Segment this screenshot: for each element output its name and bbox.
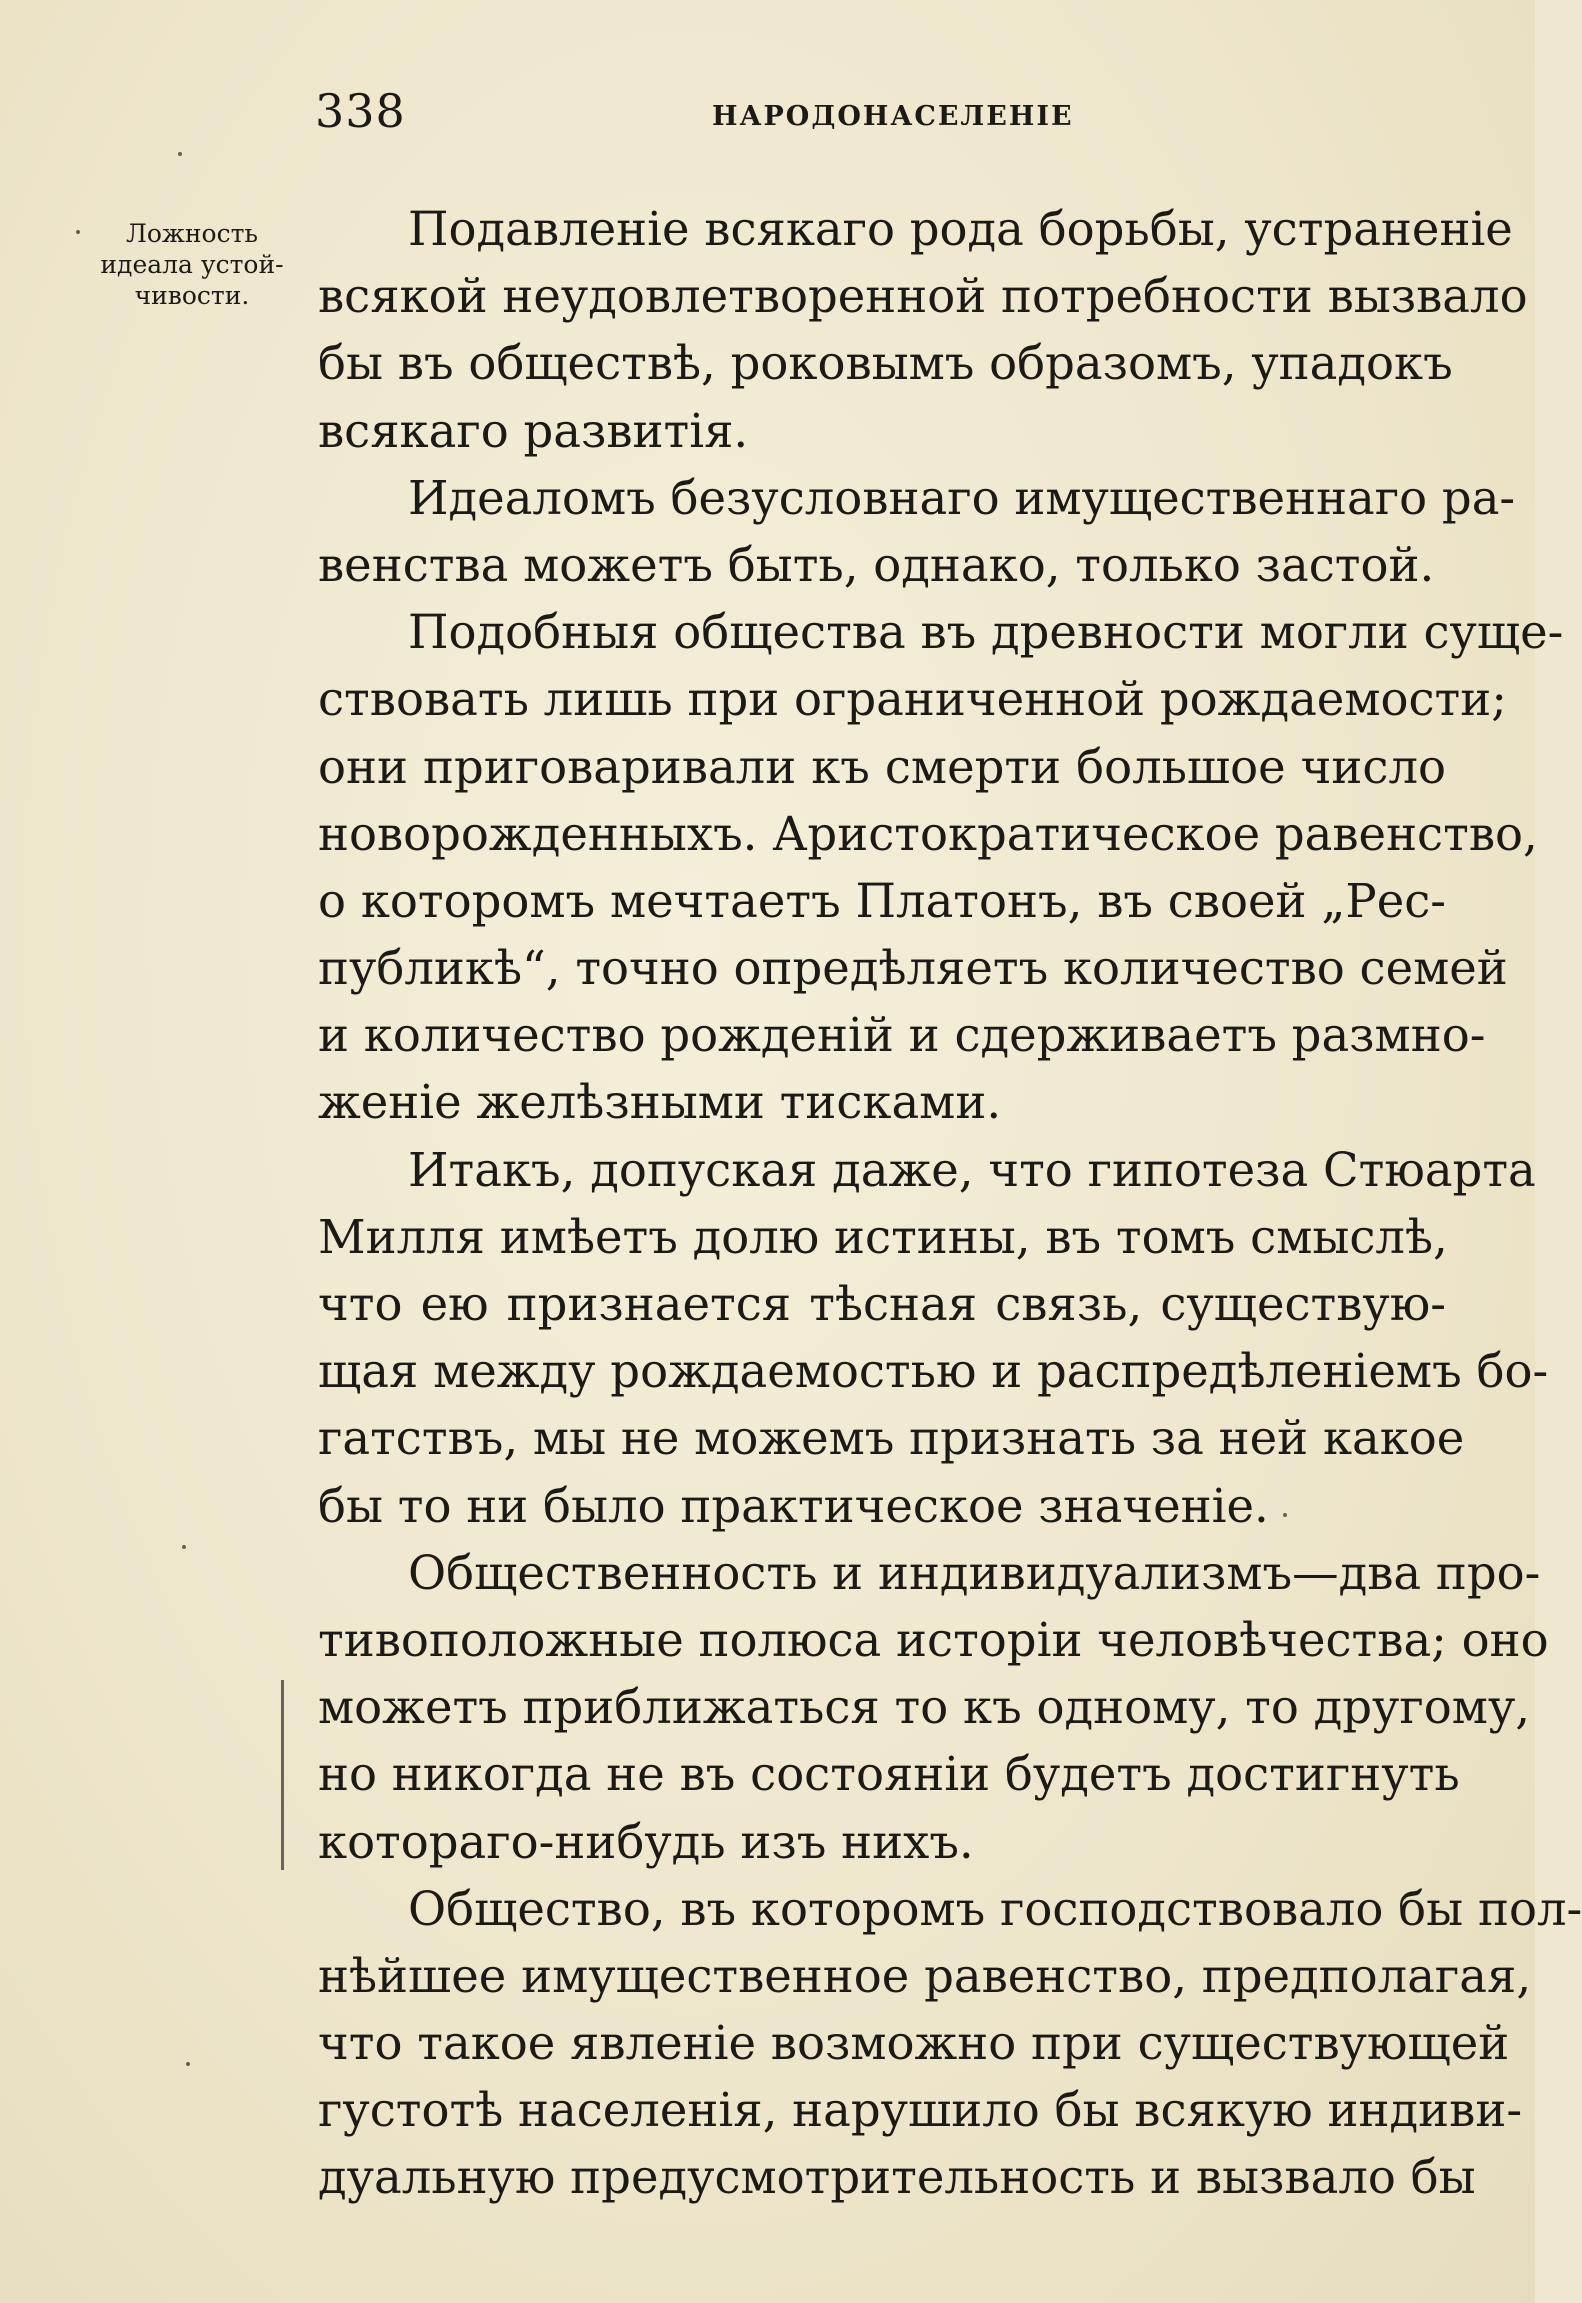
paper-speck — [1283, 1513, 1287, 1517]
text-line: бы то ни было практическое значеніе. — [318, 1478, 1269, 1533]
text-line: можетъ приближаться то къ одному, то другому, — [318, 1680, 1531, 1735]
text-line: о которомъ мечтаетъ Платонъ, въ своей „Рес- — [318, 873, 1446, 928]
text-line: Милля имѣетъ долю истины, въ томъ смыслѣ, — [318, 1209, 1448, 1264]
text-line: бы въ обществѣ, роковымъ образомъ, упадокъ — [318, 336, 1453, 391]
text-line: Итакъ, допуская даже, что гипотеза Стюарта — [408, 1142, 1536, 1197]
margin-rule — [281, 1680, 284, 1870]
margin-note-line: Ложность — [125, 219, 259, 248]
text-line: нѣйшее имущественное равенство, предполагая, — [318, 1948, 1532, 2003]
text-line: Общество, въ которомъ господствовало бы пол- — [408, 1881, 1582, 1936]
text-line: публикѣ“, точно опредѣляетъ количество семей — [318, 941, 1508, 996]
text-line: густотѣ населенія, нарушило бы всякую индиви- — [318, 2083, 1523, 2138]
text-line: но никогда не въ состояніи будетъ достигнуть — [318, 1747, 1460, 1802]
text-line: новорожденныхъ. Аристократическое равенство, — [318, 806, 1538, 861]
text-line: тивоположные полюса исторіи человѣчества; оно — [318, 1612, 1549, 1667]
text-line: котораго-нибудь изъ нихъ. — [318, 1814, 974, 1869]
text-line: и количество рожденій и сдерживаетъ размно- — [318, 1008, 1486, 1063]
paper-speck — [178, 152, 182, 156]
running-title: НАРОДОНАСЕЛЕНІЕ — [712, 101, 1074, 132]
text-line: дуальную предусмотрительность и вызвало бы — [318, 2150, 1476, 2205]
body-text — [318, 196, 1582, 2212]
text-line: что такое явленіе возможно при существующей — [318, 2016, 1510, 2071]
paper-speck — [76, 230, 80, 234]
text-line: Общественность и индивидуализмъ—два про- — [408, 1545, 1541, 1600]
text-line: что ею признается тѣсная связь, существую- — [318, 1277, 1446, 1331]
margin-note-line: чивости. — [134, 281, 250, 310]
text-line: женіе желѣзными тисками. — [318, 1075, 1002, 1130]
text-line: ствовать лишь при ограниченной рождаемости; — [318, 672, 1507, 727]
margin-note-line: идеала устой- — [100, 250, 284, 279]
margin-note — [72, 218, 312, 311]
text-line: Идеаломъ безусловнаго имущественнаго ра- — [408, 470, 1516, 525]
paper-speck — [182, 1545, 186, 1549]
text-line: они приговаривали къ смерти большое число — [318, 739, 1446, 794]
text-line: гатствъ, мы не можемъ признать за ней какое — [318, 1411, 1465, 1466]
page-number: 338 — [315, 84, 406, 138]
text-line: всякой неудовлетворенной потребности вызвало — [318, 269, 1528, 324]
text-line: венства можетъ быть, однако, только застой. — [318, 537, 1435, 592]
text-line: всякаго развитія. — [318, 403, 749, 458]
paper-speck — [186, 2062, 190, 2066]
text-line: Подавленіе всякаго рода борьбы, устраненіе — [408, 202, 1513, 256]
text-line: щая между рождаемостью и распредѣленіемъ бо- — [318, 1344, 1549, 1399]
text-line: Подобныя общества въ древности могли суще- — [408, 605, 1564, 660]
